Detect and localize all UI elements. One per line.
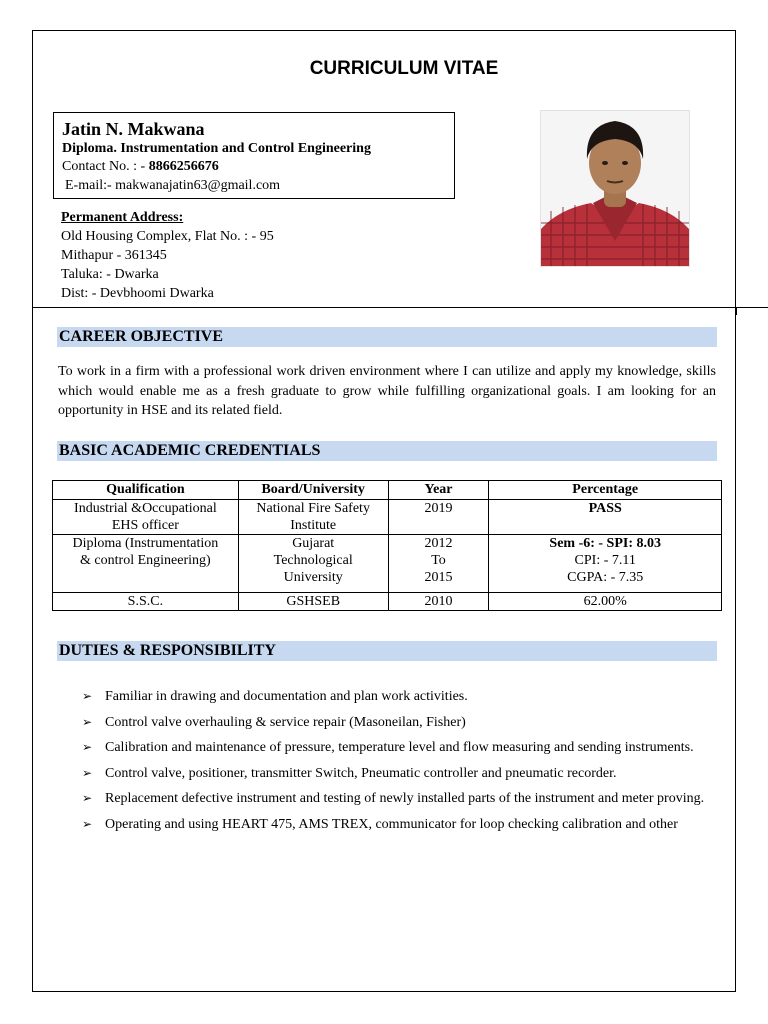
table-header-row: [53, 481, 722, 500]
cell-text: CPI: - 7.11: [574, 553, 636, 568]
arrow-bullet-icon: ➢: [82, 791, 93, 805]
cell-text: Technological: [273, 553, 353, 568]
percentage-cell: [489, 593, 722, 611]
board-cell: [238, 500, 388, 535]
cell-text: 62.00%: [583, 594, 627, 609]
percentage-cell: [489, 535, 722, 593]
address-heading: Permanent Address:: [61, 210, 184, 225]
cell-text: PASS: [588, 501, 622, 516]
section-heading-duties: DUTIES & RESPONSIBILITY: [57, 641, 717, 661]
arrow-bullet-icon: ➢: [82, 689, 93, 703]
percentage-cell: [489, 500, 722, 535]
career-objective-text: To work in a firm with a professional work driven environment where I can utilize and apply my knowledge, skills which would enable me as a fresh graduate to grow while fulfilling organizational goals. I am looking for an opportunity in HSE and its related field.: [58, 364, 716, 418]
address-line: Old Housing Complex, Flat No. : - 95: [61, 229, 274, 244]
contact-number: 8866256676: [148, 159, 219, 174]
table-row: [53, 500, 722, 535]
duty-text: Control valve overhauling & service repair (Masoneilan, Fisher): [105, 714, 466, 730]
address-line: Taluka: - Dwarka: [61, 267, 159, 282]
address-line: Mithapur - 361345: [61, 248, 167, 263]
name-box: [53, 112, 455, 199]
header-divider: [32, 307, 768, 308]
column-header: Board/University: [238, 481, 388, 500]
cell-text: Institute: [290, 518, 337, 533]
cell-text: GSHSEB: [286, 594, 341, 609]
column-header: Qualification: [53, 481, 239, 500]
document-title: CURRICULUM VITAE: [309, 58, 499, 79]
year-cell: [388, 535, 489, 593]
cell-text: 2012: [424, 536, 453, 551]
duty-text: Operating and using HEART 475, AMS TREX, communicator for loop checking calibration and other: [105, 816, 678, 832]
profile-photo: [540, 110, 690, 267]
list-item: [82, 710, 722, 736]
arrow-bullet-icon: ➢: [82, 816, 93, 831]
cell-text: EHS officer: [111, 518, 179, 533]
list-item: [82, 786, 722, 812]
qualification-cell: [53, 535, 239, 593]
cell-text: To: [431, 553, 446, 568]
column-header: Year: [388, 481, 489, 500]
qualification-cell: [53, 593, 239, 611]
cell-text: Gujarat: [292, 536, 335, 551]
cell-text: CGPA: - 7.35: [567, 570, 644, 585]
academic-credentials-table: [52, 480, 722, 611]
list-item: [82, 812, 722, 838]
cell-text: National Fire Safety: [256, 501, 370, 516]
duty-text: Familiar in drawing and documentation and plan work activities.: [105, 689, 468, 704]
qualification-cell: [53, 500, 239, 535]
cell-text: University: [283, 570, 343, 585]
duty-text: Control valve, positioner, transmitter Switch, Pneumatic controller and pneumatic recorder.: [105, 765, 617, 781]
list-item: [82, 684, 722, 710]
board-cell: [238, 535, 388, 593]
duty-text: Calibration and maintenance of pressure, temperature level and flow measuring and sending instruments.: [105, 740, 694, 755]
board-cell: [238, 593, 388, 611]
contact-line: [62, 158, 454, 176]
cell-text: 2015: [424, 570, 453, 585]
cell-text: & control Engineering): [80, 553, 211, 568]
duties-list: [82, 684, 722, 837]
table-row: [53, 535, 722, 593]
cell-text: 2010: [424, 594, 453, 609]
cell-text: Sem -6: - SPI: 8.03: [549, 536, 662, 551]
year-cell: [388, 500, 489, 535]
list-item: [82, 735, 722, 761]
section-heading-academics: BASIC ACADEMIC CREDENTIALS: [57, 441, 717, 461]
cell-text: Industrial &Occupational: [74, 501, 217, 516]
candidate-name: Jatin N. Makwana: [62, 119, 205, 139]
arrow-bullet-icon: ➢: [82, 765, 93, 780]
candidate-qualification: Diploma. Instrumentation and Control Engineering: [62, 141, 371, 156]
arrow-bullet-icon: ➢: [82, 714, 93, 729]
contact-label: Contact No. : -: [62, 159, 149, 174]
cell-text: Diploma (Instrumentation: [72, 536, 219, 551]
column-header: Percentage: [489, 481, 722, 500]
divider-tick: [736, 307, 737, 315]
duty-text: Replacement defective instrument and testing of newly installed parts of the instrument and meter proving.: [105, 791, 705, 806]
arrow-bullet-icon: ➢: [82, 740, 93, 754]
permanent-address: [61, 208, 274, 303]
cell-text: S.S.C.: [127, 594, 164, 609]
year-cell: [388, 593, 489, 611]
list-item: [82, 761, 722, 787]
address-line: Dist: - Devbhoomi Dwarka: [61, 286, 214, 301]
email-line: E-mail:- makwanajatin63@gmail.com: [65, 178, 281, 193]
cell-text: 2019: [424, 501, 453, 516]
table-row: [53, 593, 722, 611]
section-heading-career-objective: CAREER OBJECTIVE: [57, 327, 717, 347]
